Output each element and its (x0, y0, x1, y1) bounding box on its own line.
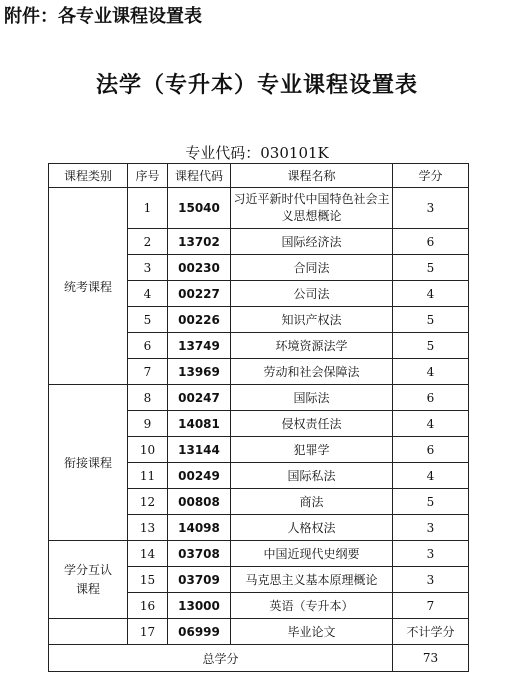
course-name: 马克思主义基本原理概论 (231, 567, 393, 593)
course-code: 13969 (168, 359, 231, 385)
course-credit: 3 (393, 515, 469, 541)
course-credit: 3 (393, 567, 469, 593)
row-number: 4 (128, 281, 168, 307)
course-credit: 4 (393, 463, 469, 489)
course-credit: 4 (393, 359, 469, 385)
course-name: 劳动和社会保障法 (231, 359, 393, 385)
course-code: 00247 (168, 385, 231, 411)
course-name: 英语（专升本） (231, 593, 393, 619)
col-header-category: 课程类别 (49, 164, 128, 188)
course-credit: 7 (393, 593, 469, 619)
category-label: 学分互认课程 (64, 562, 113, 596)
course-name: 人格权法 (231, 515, 393, 541)
col-header-number: 序号 (128, 164, 168, 188)
course-code: 06999 (168, 619, 231, 645)
course-name: 国际经济法 (231, 229, 393, 255)
course-code: 13000 (168, 593, 231, 619)
course-code: 14098 (168, 515, 231, 541)
course-credit: 6 (393, 229, 469, 255)
course-code: 13702 (168, 229, 231, 255)
row-number: 15 (128, 567, 168, 593)
row-number: 14 (128, 541, 168, 567)
total-value: 73 (393, 645, 469, 672)
course-credit: 3 (393, 541, 469, 567)
course-name: 侵权责任法 (231, 411, 393, 437)
course-credit: 3 (393, 188, 469, 229)
row-number: 11 (128, 463, 168, 489)
course-name: 公司法 (231, 281, 393, 307)
table-row (49, 385, 469, 411)
course-credit: 5 (393, 307, 469, 333)
row-number: 16 (128, 593, 168, 619)
course-code: 13749 (168, 333, 231, 359)
course-credit: 6 (393, 385, 469, 411)
course-credit: 4 (393, 281, 469, 307)
course-credit: 5 (393, 255, 469, 281)
course-table (48, 163, 469, 672)
row-number: 2 (128, 229, 168, 255)
category-cell: 统考课程 (49, 188, 128, 385)
course-name: 合同法 (231, 255, 393, 281)
course-name: 环境资源法学 (231, 333, 393, 359)
table-header-row (49, 164, 469, 188)
major-code: 专业代码：030101K (185, 144, 329, 162)
col-header-credit: 学分 (393, 164, 469, 188)
course-credit: 5 (393, 489, 469, 515)
course-code: 00227 (168, 281, 231, 307)
course-name: 中国近现代史纲要 (231, 541, 393, 567)
attachment-heading: 附件：各专业课程设置表 (4, 6, 202, 27)
row-number: 9 (128, 411, 168, 437)
document-title: 法学（专升本）专业课程设置表 (95, 73, 418, 98)
row-number: 17 (128, 619, 168, 645)
row-number: 10 (128, 437, 168, 463)
course-code: 14081 (168, 411, 231, 437)
category-cell (49, 619, 128, 645)
total-row (49, 645, 469, 672)
course-name: 知识产权法 (231, 307, 393, 333)
row-number: 1 (128, 188, 168, 229)
row-number: 5 (128, 307, 168, 333)
course-name: 商法 (231, 489, 393, 515)
course-name: 国际私法 (231, 463, 393, 489)
course-code: 03708 (168, 541, 231, 567)
table-row (49, 619, 469, 645)
total-label: 总学分 (49, 645, 393, 672)
course-code: 00230 (168, 255, 231, 281)
course-name: 习近平新时代中国特色社会主义思想概论 (231, 188, 393, 229)
course-code: 00226 (168, 307, 231, 333)
course-credit: 4 (393, 411, 469, 437)
row-number: 12 (128, 489, 168, 515)
col-header-code: 课程代码 (168, 164, 231, 188)
row-number: 13 (128, 515, 168, 541)
course-code: 00808 (168, 489, 231, 515)
row-number: 8 (128, 385, 168, 411)
course-credit: 不计学分 (393, 619, 469, 645)
course-credit: 6 (393, 437, 469, 463)
course-name: 犯罪学 (231, 437, 393, 463)
row-number: 3 (128, 255, 168, 281)
category-cell (49, 541, 128, 619)
course-code: 03709 (168, 567, 231, 593)
course-name: 国际法 (231, 385, 393, 411)
table-row (49, 188, 469, 229)
course-code: 15040 (168, 188, 231, 229)
course-code: 00249 (168, 463, 231, 489)
category-cell: 衔接课程 (49, 385, 128, 541)
table-row (49, 541, 469, 567)
course-code: 13144 (168, 437, 231, 463)
course-credit: 5 (393, 333, 469, 359)
row-number: 7 (128, 359, 168, 385)
course-name: 毕业论文 (231, 619, 393, 645)
row-number: 6 (128, 333, 168, 359)
col-header-name: 课程名称 (231, 164, 393, 188)
